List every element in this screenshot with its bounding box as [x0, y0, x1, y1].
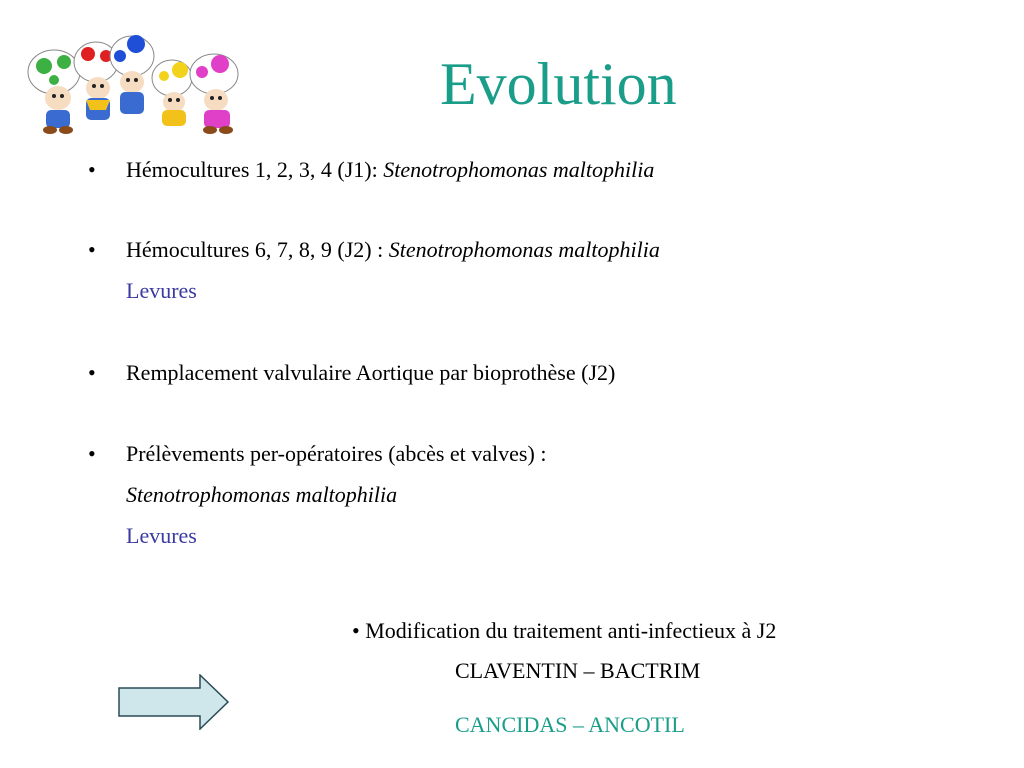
bullet-2: [126, 236, 660, 264]
mascot-blue: [110, 35, 154, 114]
bullet-4-text: Prélèvements per-opératoires (abcès et valves) :: [126, 441, 547, 466]
mushroom-characters-image: [24, 26, 244, 138]
bullet-symbol: •: [88, 157, 96, 182]
bullet-2-text: Hémocultures 6, 7, 8, 9 (J2) :: [126, 237, 389, 262]
slide-title: Evolution: [440, 51, 677, 117]
mascot-green: [28, 50, 80, 134]
bullet-1-organism: Stenotrophomonas maltophilia: [383, 157, 655, 182]
bullet-2-levures: Levures: [126, 278, 197, 303]
treatment-antifungals: CANCIDAS – ANCOTIL: [455, 712, 685, 737]
bullet-symbol: •: [88, 360, 96, 385]
bullet-4-levures: Levures: [126, 523, 197, 548]
bullet-2-organism: Stenotrophomonas maltophilia: [388, 237, 660, 262]
right-arrow-icon: [118, 674, 230, 730]
bullet-1-text: Hémocultures 1, 2, 3, 4 (J1):: [126, 157, 384, 182]
bullet-symbol: •: [88, 441, 96, 466]
bullet-4-organism: Stenotrophomonas maltophilia: [126, 482, 398, 507]
treatment-antibiotics: CLAVENTIN – BACTRIM: [455, 658, 701, 683]
bullet-1: [126, 156, 654, 184]
mascot-pink: [190, 54, 238, 134]
mascot-yellow: [152, 60, 192, 126]
bullet-3-text: Remplacement valvulaire Aortique par bioprothèse (J2): [126, 360, 616, 385]
treatment-heading: • Modification du traitement anti-infectieux à J2: [352, 618, 777, 643]
bullet-symbol: •: [88, 237, 96, 262]
